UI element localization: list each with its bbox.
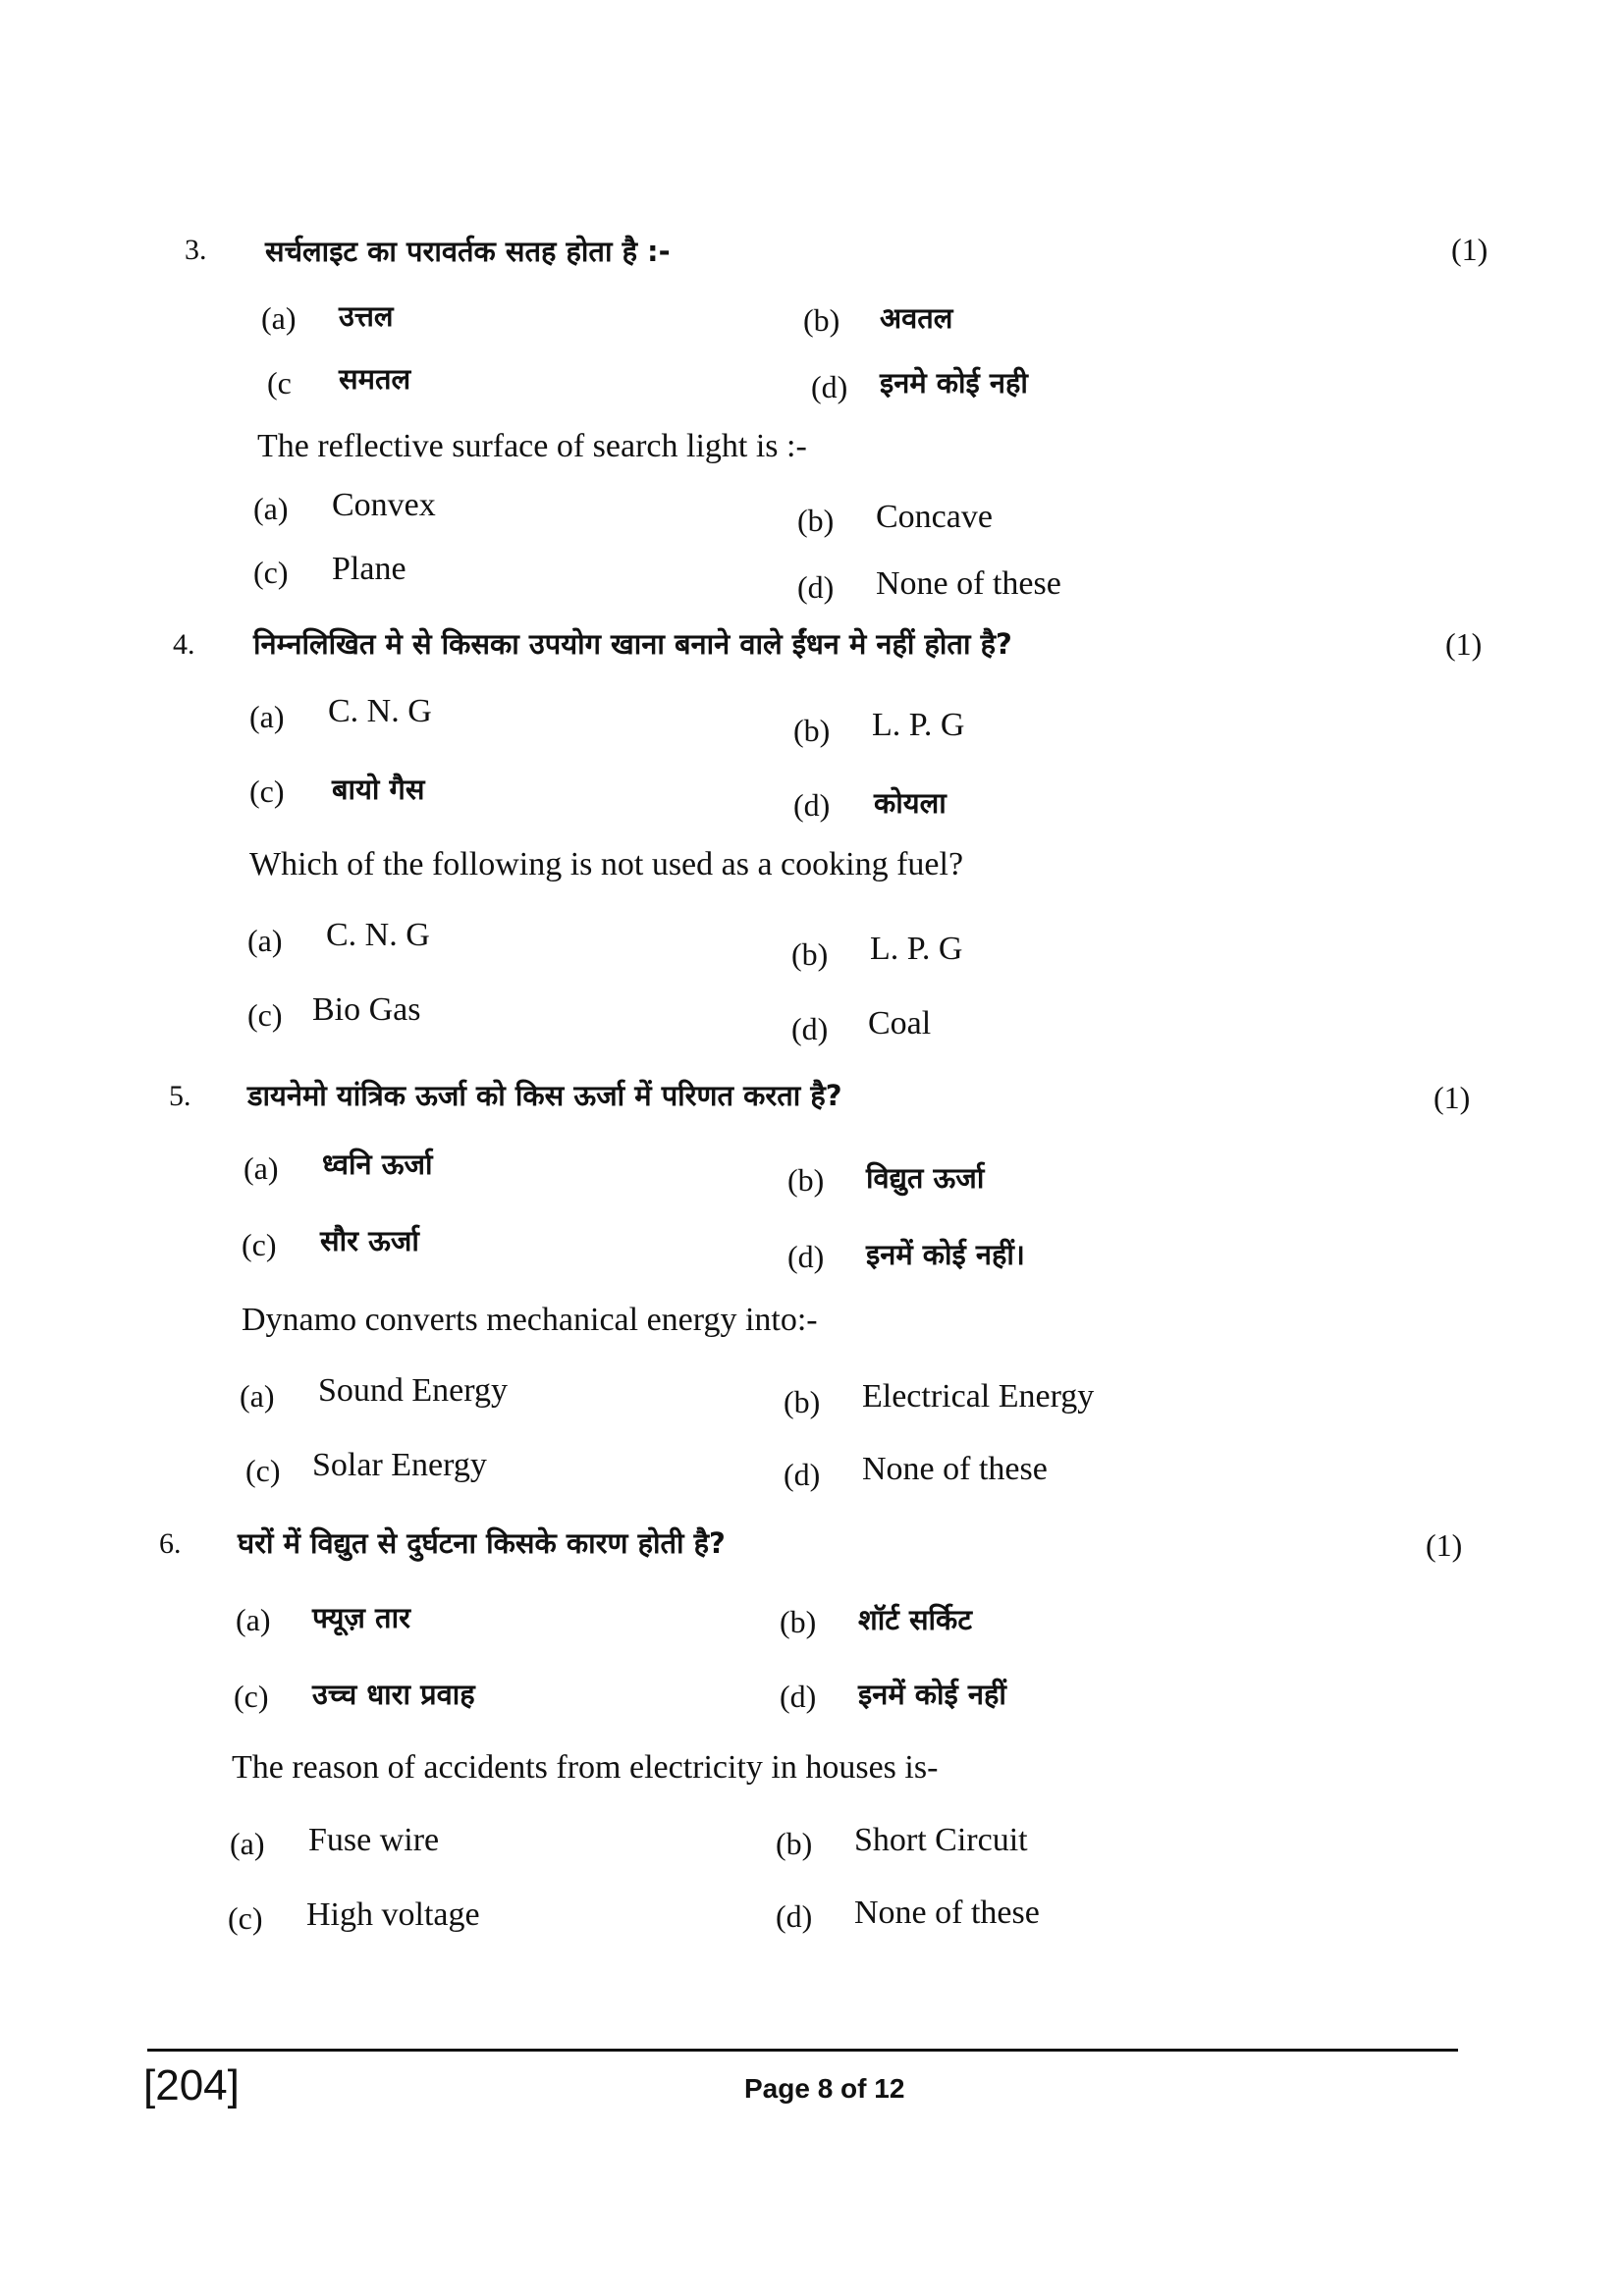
option-text: C. N. G — [328, 693, 432, 729]
option-text: इनमें कोई नहीं — [858, 1678, 1006, 1711]
option-text: Convex — [332, 487, 436, 523]
question-marks: (1) — [1451, 232, 1489, 267]
option-text: Coal — [868, 1005, 932, 1041]
option-label: (b) — [791, 936, 829, 972]
question-text-english: The reflective surface of search light is :- — [257, 428, 807, 464]
page-number: Page 8 of 12 — [744, 2073, 905, 2104]
option-label: (b) — [780, 1604, 817, 1639]
option-text: उत्तल — [339, 299, 394, 333]
option-text: Short Circuit — [854, 1822, 1028, 1858]
question-number: 3. — [185, 234, 207, 266]
option-text: शॉर्ट सर्किट — [858, 1603, 972, 1636]
question-text-english: Which of the following is not used as a cooking fuel? — [249, 846, 964, 882]
option-text: Electrical Energy — [862, 1378, 1095, 1415]
option-label: (b) — [803, 302, 840, 338]
question-text-english: The reason of accidents from electricity in houses is- — [232, 1749, 939, 1786]
option-label: (a) — [236, 1602, 271, 1637]
option-text: सौर ऊर्जा — [320, 1224, 419, 1257]
option-label: (c) — [228, 1900, 263, 1936]
option-label: (b) — [793, 713, 831, 748]
option-text: None of these — [862, 1451, 1048, 1487]
option-label: (c — [267, 365, 292, 400]
option-text: अवतल — [880, 301, 953, 335]
option-label: (d) — [787, 1239, 825, 1274]
option-text: Solar Energy — [312, 1447, 487, 1483]
option-text: Sound Energy — [318, 1372, 508, 1409]
option-text: Plane — [332, 551, 406, 587]
option-label: (c) — [249, 774, 285, 809]
option-label: (a) — [261, 300, 297, 336]
question-text-hindi: सर्चलाइट का परावर्तक सतह होता है :- — [265, 235, 671, 268]
option-label: (d) — [797, 569, 835, 605]
option-text: उच्च धारा प्रवाह — [312, 1678, 475, 1711]
option-label: (b) — [784, 1384, 821, 1419]
option-label: (d) — [776, 1898, 813, 1934]
option-label: (b) — [787, 1162, 825, 1198]
option-text: L. P. G — [872, 707, 965, 743]
option-label: (a) — [253, 491, 289, 526]
option-text: C. N. G — [326, 917, 430, 953]
question-text-hindi: निम्नलिखित मे से किसका उपयोग खाना बनाने वाले ईंधन मे नहीं होता है? — [253, 627, 1012, 661]
option-text: Bio Gas — [312, 991, 421, 1028]
question-number: 4. — [173, 628, 195, 661]
option-text: L. P. G — [870, 931, 963, 967]
option-label: (c) — [247, 997, 283, 1033]
option-text: बायो गैस — [332, 773, 425, 806]
option-text: इनमें कोई नहीं। — [866, 1238, 1025, 1271]
paper-code: [204] — [143, 2061, 240, 2109]
option-text: समतल — [339, 362, 411, 396]
option-label: (d) — [784, 1457, 821, 1492]
option-text: Fuse wire — [308, 1822, 440, 1858]
option-label: (a) — [249, 699, 285, 734]
option-label: (c) — [253, 555, 289, 590]
option-label: (a) — [230, 1826, 265, 1861]
question-marks: (1) — [1434, 1080, 1471, 1115]
option-text: ध्वनि ऊर्जा — [322, 1148, 433, 1181]
option-label: (a) — [247, 923, 283, 958]
option-label: (d) — [791, 1011, 829, 1046]
option-label: (c) — [242, 1227, 277, 1262]
question-number: 5. — [169, 1080, 191, 1112]
option-text: None of these — [854, 1895, 1040, 1931]
option-label: (b) — [797, 503, 835, 538]
question-text-english: Dynamo converts mechanical energy into:- — [242, 1302, 818, 1338]
option-label: (a) — [244, 1150, 279, 1186]
question-text-hindi: डायनेमो यांत्रिक ऊर्जा को किस ऊर्जा में परिणत करता है? — [247, 1079, 842, 1112]
option-label: (b) — [776, 1826, 813, 1861]
question-number: 6. — [159, 1527, 182, 1560]
question-marks: (1) — [1445, 626, 1483, 662]
option-label: (c) — [234, 1679, 269, 1714]
question-text-hindi: घरों में विद्युत से दुर्घटना किसके कारण होती है? — [238, 1526, 726, 1560]
option-label: (d) — [793, 787, 831, 823]
option-label: (d) — [811, 369, 848, 404]
option-label: (c) — [245, 1453, 281, 1488]
option-text: कोयला — [874, 786, 947, 820]
question-marks: (1) — [1426, 1527, 1463, 1563]
option-text: फ्यूज़ तार — [312, 1601, 410, 1634]
footer-divider — [147, 2049, 1458, 2052]
option-label: (d) — [780, 1679, 817, 1714]
option-text: इनमे कोई नही — [880, 366, 1028, 400]
option-text: High voltage — [306, 1896, 480, 1933]
option-text: None of these — [876, 565, 1061, 602]
option-label: (a) — [240, 1378, 275, 1414]
option-text: Concave — [876, 499, 993, 535]
option-text: विद्युत ऊर्जा — [866, 1161, 985, 1195]
